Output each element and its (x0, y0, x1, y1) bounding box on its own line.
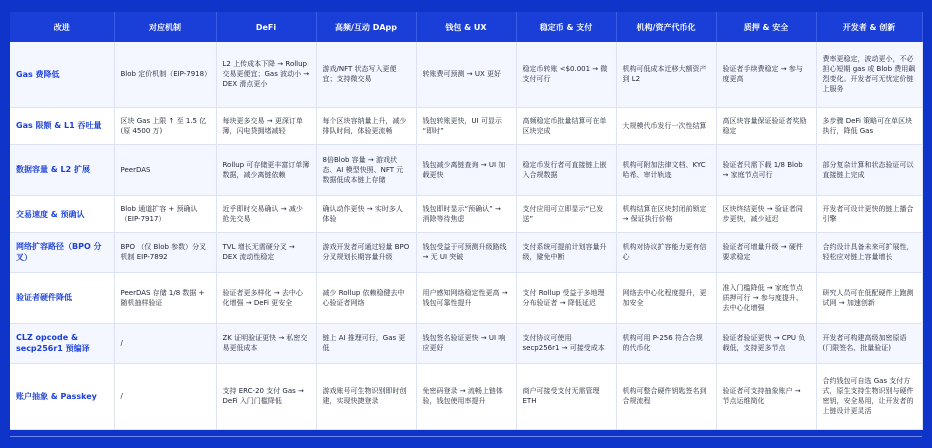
mechanism-cell: / (114, 324, 216, 364)
staking-cell: 准入门槛降低 → 家庭节点质押可行 → 参与度提升、去中心化增强 (716, 272, 816, 323)
wallet-cell: 钱包即时显示“预确认” → 消除等待焦虑 (416, 196, 516, 233)
stablecoin-cell: 支付协议可使用 secp256r1 → 可接受成本 (516, 324, 616, 364)
comparison-table-panel (10, 12, 922, 430)
institution-cell: 机构可低成本迁移大额资产到 L2 (616, 42, 716, 107)
mechanism-cell: / (114, 363, 216, 429)
table-row (10, 363, 922, 429)
staking-cell: 验证者可支持抽象账户 → 节点运维简化 (716, 363, 816, 429)
row-label: 数据容量 & L2 扩展 (10, 144, 114, 195)
developer-cell: 开发者可构建高级加密原语 (门限签名、批量验证) (816, 324, 922, 364)
table-row (10, 42, 922, 107)
developer-cell: 开发者可设计更快的链上播合引擎 (816, 196, 922, 233)
row-label: 交易速度 & 预确认 (10, 196, 114, 233)
dapp-cell: 游戏账号可生物识别即时创建，实现快捷登录 (316, 363, 416, 429)
wallet-cell: 钱包减少离链查询 → UI 加载更快 (416, 144, 516, 195)
wallet-cell: 用户感知网络稳定性更高 → 钱包可靠性提升 (416, 272, 516, 323)
developer-cell: 研究人员可在低配硬件上跑测试网 → 加速创新 (816, 272, 922, 323)
dapp-cell: 游戏开发者可通过轻量 BPO 分叉规划长期容量升级 (316, 232, 416, 272)
staking-cell: 验证者验证更快 → CPU 负载低，支持更多节点 (716, 324, 816, 364)
stablecoin-cell: 稳定币转账 <$0.001 → 微支付可行 (516, 42, 616, 107)
header-stablecoin: 稳定币 & 支付 (516, 12, 616, 42)
stablecoin-cell: 商户可接受支付无需管理 ETH (516, 363, 616, 429)
dapp-cell: 8倍Blob 容量 → 游戏状态、AI 模型快照、NFT 元数据低成本链上存储 (316, 144, 416, 195)
header-staking: 质押 & 安全 (716, 12, 816, 42)
wallet-cell: 免密码登录 → 流畅上链体验，钱包使用率提升 (416, 363, 516, 429)
staking-cell: 验证者可增量升级 → 硬件要求稳定 (716, 232, 816, 272)
dapp-cell: 链上 AI 推理可行，Gas 更低 (316, 324, 416, 364)
defi-cell: 每块更多交易 → 更深订单簿，闪电贷拥堵减轻 (216, 107, 316, 144)
table-row (10, 107, 922, 144)
institution-cell: 机构可附加法律文档、KYC 哈希、审计轨迹 (616, 144, 716, 195)
header-developer: 开发者 & 创新 (816, 12, 922, 42)
mechanism-cell: Blob 定价机制（EIP-7918） (114, 42, 216, 107)
header-defi: DeFi (216, 12, 316, 42)
developer-cell: 费率更稳定，波动更小，不必担心短期 gas 或 Blob 费用飙烈变化。开发者可无忧定价链上服务 (816, 42, 922, 107)
row-label: 网络扩容路径（BPO 分叉） (10, 232, 114, 272)
table-row (10, 324, 922, 364)
staking-cell: 高区块容量保证验证者奖励稳定 (716, 107, 816, 144)
defi-cell: TVL 增长无需硬分叉 → DEX 流动性稳定 (216, 232, 316, 272)
row-label: 账户抽象 & Passkey (10, 363, 114, 429)
table-header-row (10, 12, 922, 42)
wallet-cell: 钱包转账更快，UI 可显示 “即时” (416, 107, 516, 144)
dapp-cell: 确认动作更快 → 实时多人体验 (316, 196, 416, 233)
dapp-cell: 每个区块容纳量上升，减少排队时间，体验更流畅 (316, 107, 416, 144)
header-institution: 机构/资产代币化 (616, 12, 716, 42)
mechanism-cell: 区块 Gas 上限 ↑ 至 1.5 亿 (原 4500 万) (114, 107, 216, 144)
mechanism-cell: BPO （仅 Blob 参数）分叉机制 EIP-7892 (114, 232, 216, 272)
mechanism-cell: PeerDAS (114, 144, 216, 195)
row-label: Gas 限额 & L1 吞吐量 (10, 107, 114, 144)
defi-cell: 近乎即时交易确认 → 减少抢先交易 (216, 196, 316, 233)
defi-cell: Rollup 可存储更丰富订单簿数据，减少离链依赖 (216, 144, 316, 195)
stablecoin-cell: 高频稳定币批量结算可在单区块完成 (516, 107, 616, 144)
institution-cell: 机构对协议扩容能力更有信心 (616, 232, 716, 272)
stablecoin-cell: 支付 Rollup 受益于多地理分布验证者 → 降低延迟 (516, 272, 616, 323)
institution-cell: 网络去中心化程度提升，更加安全 (616, 272, 716, 323)
mechanism-cell: PeerDAS 存储 1/8 数据 + 随机抽样验证 (114, 272, 216, 323)
stablecoin-cell: 支付应用可立即显示“已发送” (516, 196, 616, 233)
header-improvement: 改进 (10, 12, 114, 42)
institution-cell: 机构结算在区块封闭前锁定 → 保证执行价格 (616, 196, 716, 233)
institution-cell: 机构可用 P-256 符合合规的代币化 (616, 324, 716, 364)
mechanism-cell: Blob 通道扩容 + 预确认（EIP-7917） (114, 196, 216, 233)
header-wallet: 钱包 & UX (416, 12, 516, 42)
stablecoin-cell: 稳定币发行者可直接链上嵌入合规数据 (516, 144, 616, 195)
stablecoin-cell: 支付系统可提前计划容量升级，避免中断 (516, 232, 616, 272)
developer-cell: 合约设计具备未来可扩展性，轻松应对链上容量增长 (816, 232, 922, 272)
wallet-cell: 转账费可预测 → UX 更好 (416, 42, 516, 107)
dapp-cell: 减少 Rollup 依赖稳健去中心验证者网络 (316, 272, 416, 323)
defi-cell: 支持 ERC-20 支付 Gas → DeFi 入门门槛降低 (216, 363, 316, 429)
staking-cell: 验证者只需下载 1/8 Blob → 家庭节点可行 (716, 144, 816, 195)
defi-cell: 验证者更多样化 → 去中心化增强 → DeFi 更安全 (216, 272, 316, 323)
row-label: CLZ opcode & secp256r1 预编译 (10, 324, 114, 364)
defi-cell: ZK 证明验证更快 → 私密交易更低成本 (216, 324, 316, 364)
wallet-cell: 钱包签名验证更快 → UI 响应更好 (416, 324, 516, 364)
row-label: Gas 费降低 (10, 42, 114, 107)
institution-cell: 机构可整合硬件钥匙签名到合规流程 (616, 363, 716, 429)
staking-cell: 验证者手续费稳定 → 参与度更高 (716, 42, 816, 107)
table-row (10, 272, 922, 323)
header-dapp: 高频/互动 DApp (316, 12, 416, 42)
defi-cell: L2 上传成本下降 → Rollup 交易更便宜；Gas 波动小 → DEX 滑点更小 (216, 42, 316, 107)
developer-cell: 多步骤 DeFi 策略可在单区块执行，降低 Gas (816, 107, 922, 144)
wallet-cell: 钱包受益于可预测升级路线 → 无 UI 突破 (416, 232, 516, 272)
staking-cell: 区块终结更快 → 验证者同步更快，减少延迟 (716, 196, 816, 233)
developer-cell: 合约钱包可自选 Gas 支付方式，原生支持生物识别与硬件密钥，安全易用，让开发者的上链设计更灵活 (816, 363, 922, 429)
institution-cell: 大规模代币发行一次性结算 (616, 107, 716, 144)
table-row (10, 196, 922, 233)
footer-divider (10, 436, 922, 437)
dapp-cell: 游戏/NFT 状态写入更便宜；支持微交易 (316, 42, 416, 107)
table-row (10, 232, 922, 272)
comparison-table (10, 12, 923, 430)
table-row (10, 144, 922, 195)
header-mechanism: 对应机制 (114, 12, 216, 42)
developer-cell: 部分复杂计算和状态验证可以直接链上完成 (816, 144, 922, 195)
row-label: 验证者硬件降低 (10, 272, 114, 323)
